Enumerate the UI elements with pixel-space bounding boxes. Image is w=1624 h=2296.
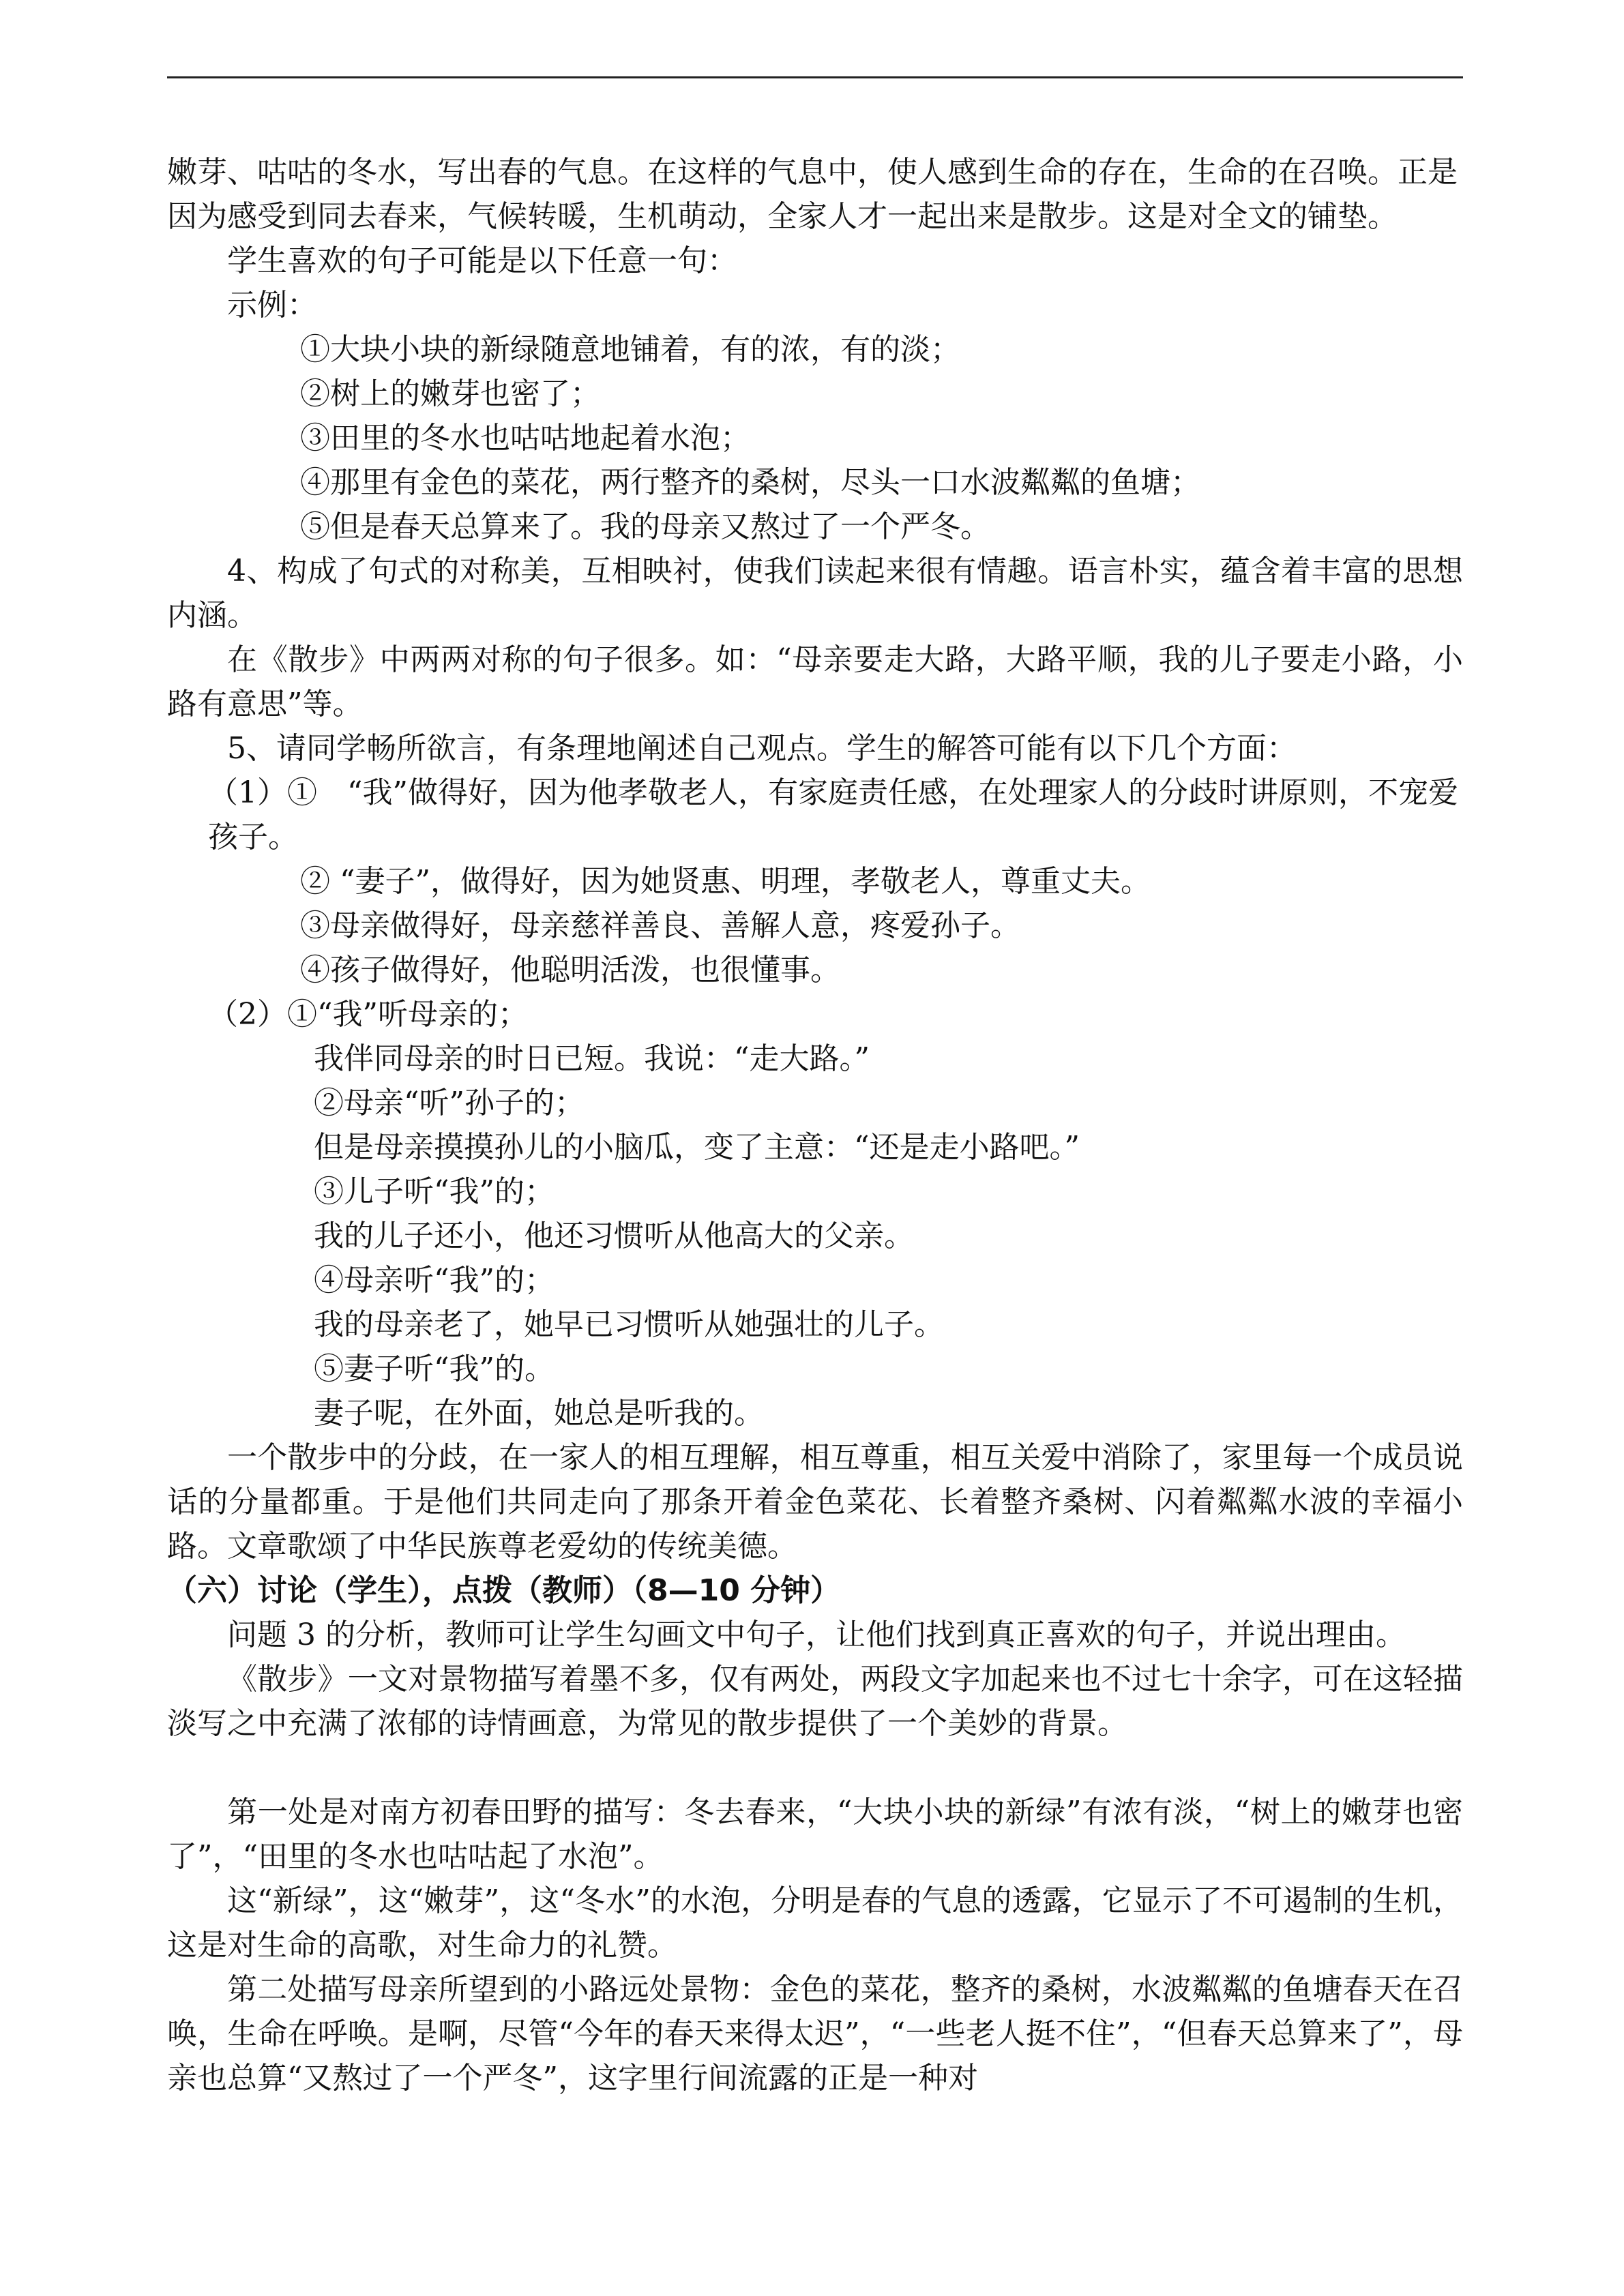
answer-item: （2）①“我”听母亲的； [208,997,528,1032]
answer-item: ④孩子做得好，他聪明活泼，也很懂事。 [300,953,840,987]
example-item: ⑤但是春天总算来了。我的母亲又熬过了一个严冬。 [300,509,990,544]
paragraph: 这“新绿”，这“嫩芽”，这“冬水”的水泡，分明是春的气息的透露，它显示了不可遏制的生机，这是对生命的高歌，对生命力的礼赞。 [167,1883,1463,1963]
paragraph: 5、请同学畅所欲言，有条理地阐述自己观点。学生的解答可能有以下几个方面： [227,731,1297,766]
example-item: ④那里有金色的菜花，两行整齐的桑树，尽头一口水波粼粼的鱼塘； [300,465,1200,500]
example-item: ②树上的嫩芽也密了； [300,376,600,411]
paragraph: 嫩芽、咕咕的冬水，写出春的气息。在这样的气息中，使人感到生命的存在，生命的在召唤。正是因为感受到同去春来，气候转暖，生机萌动，全家人才一起出来是散步。这是对全文的铺垫。 [167,155,1458,234]
paragraph: 在《散步》中两两对称的句子很多。如：“母亲要走大路，大路平顺，我的儿子要走小路，小路有意思”等。 [167,642,1463,721]
example-item: ③田里的冬水也咕咕地起着水泡； [300,421,750,456]
paragraph: 第二处描写母亲所望到的小路远处景物：金色的菜花，整齐的桑树，水波粼粼的鱼塘春天在召唤，生命在呼唤。是啊，尽管“今年的春天来得太迟”，“一些老人挺不住”，“但春天总算来了”，母亲也总算“又熬过了一个严冬”，这字里行间流露的正是一种对 [167,1972,1463,2096]
answer-item: 我伴同母亲的时日已短。我说：“走大路。” [314,1041,870,1076]
answer-item: （1）① “我”做得好，因为他孝敬老人，有家庭责任感，在处理家人的分歧时讲原则，不宠爱孩子。 [208,775,1458,854]
answer-item: ②母亲“听”孙子的； [314,1086,585,1120]
answer-item: 妻子呢，在外面，她总是听我的。 [314,1396,764,1431]
blank-line [167,1746,1463,1790]
document-body [167,150,1463,2100]
answer-item: ⑤妻子听“我”的。 [314,1352,555,1386]
paragraph: 问题 3 的分析，教师可让学生勾画文中句子，让他们找到真正喜欢的句子，并说出理由。 [227,1617,1406,1652]
answer-item: ④母亲听“我”的； [314,1263,555,1298]
paragraph: 一个散步中的分歧，在一家人的相互理解，相互尊重，相互关爱中消除了，家里每一个成员说话的分量都重。于是他们共同走向了那条开着金色菜花、长着整齐桑树、闪着粼粼水波的幸福小路。文章歌颂了中华民族尊老爱幼的传统美德。 [167,1440,1463,1564]
paragraph: 示例： [227,288,317,323]
answer-item: 我的儿子还小，他还习惯听从他高大的父亲。 [314,1219,914,1253]
header-rule [167,76,1463,78]
paragraph: 《散步》一文对景物描写着墨不多，仅有两处，两段文字加起来也不过七十余字，可在这轻描淡写之中充满了浓郁的诗情画意，为常见的散步提供了一个美妙的背景。 [167,1662,1463,1741]
paragraph: 学生喜欢的句子可能是以下任意一句： [227,243,737,278]
paragraph: 4、构成了句式的对称美，互相映衬，使我们读起来很有情趣。语言朴实，蕴含着丰富的思想内涵。 [167,554,1463,633]
answer-item: 我的母亲老了，她早已习惯听从她强壮的儿子。 [314,1307,944,1342]
section-heading: （六）讨论（学生），点拨（教师）（8—10 分钟） [167,1573,841,1608]
answer-item: 但是母亲摸摸孙儿的小脑瓜，变了主意：“还是走小路吧。” [314,1130,1080,1165]
example-item: ①大块小块的新绿随意地铺着，有的浓，有的淡； [300,332,960,367]
answer-item: ② “妻子”，做得好，因为她贤惠、明理，孝敬老人，尊重丈夫。 [300,864,1151,899]
answer-item: ③母亲做得好，母亲慈祥善良、善解人意，疼爱孙子。 [300,908,1020,943]
paragraph: 第一处是对南方初春田野的描写：冬去春来，“大块小块的新绿”有浓有淡，“树上的嫩芽也密了”，“田里的冬水也咕咕起了水泡”。 [167,1795,1463,1874]
answer-item: ③儿子听“我”的； [314,1174,555,1209]
